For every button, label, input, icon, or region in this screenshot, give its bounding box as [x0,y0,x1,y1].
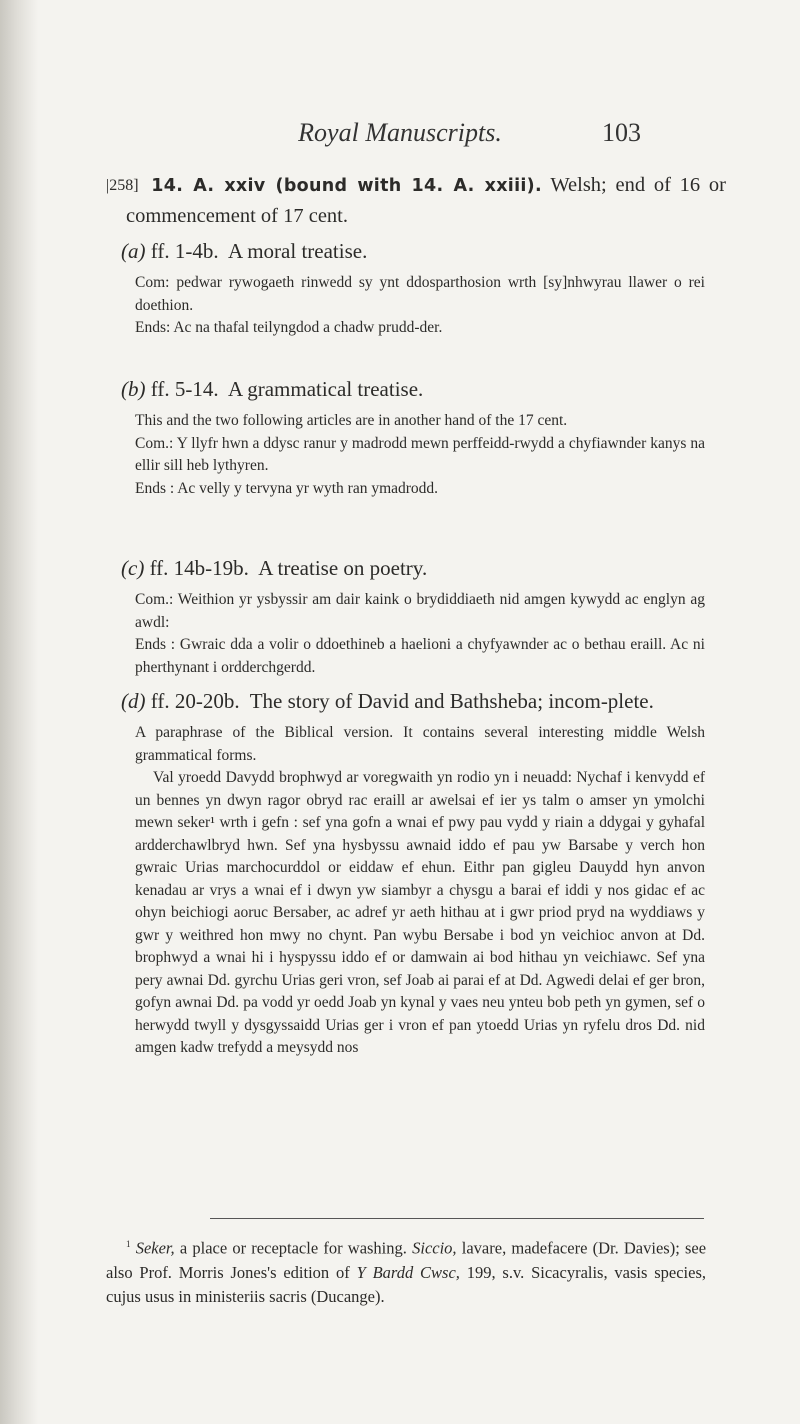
section-d-folios: ff. 20-20b. [150,689,240,713]
section-b [121,374,705,500]
section-c-folios: ff. 14b-19b. [149,556,249,580]
footnote-rule [210,1218,704,1219]
section-b-label: (b) [121,377,146,401]
footnote-term: Seker, [135,1238,175,1258]
footnote-book: Y Bardd Cwsc, [356,1262,460,1282]
running-title: Royal Manuscripts. [298,118,502,147]
section-b-line-3: Ends : Ac velly y tervyna yr wyth ran ymadrodd. [135,479,439,497]
entry-number: |258] [106,177,139,194]
section-d-line-1: A paraphrase of the Biblical version. It contains several interesting middle Welsh grammatical forms. [135,724,705,764]
section-a-label: (a) [121,239,146,263]
section-d-welsh-text: Val yroedd Davydd brophwyd ar voregwaith yn rodio yn i neuadd: Nychaf i kenvydd ef un bennes yn dwyn ragor obryd rac eraill ar awelsai ef ier ys talm o amser yn ymolchi mewn seker¹ wrth i gefn : sef yna gofn a wnai ef pwy pau vydd y riain a ddygai y gyhafal ardderchawlbryd hwn. Sef yna hysbyssu awnaid iddo ef pau yw Barsabe y verch hon gwraic Urias marchocurddol or eiddaw ef ehun. Eithr pan gigleu Dauydd hyn anvon kenadau ar vrys a wnai ef i dwyn yw siambyr a chysgu a barai ef iddi y nos gidac ef ac ohyn beichiogi aoruc Bersaber, ac adref yr aeth hithau at i gwr priod pryd na wyddiaws y gwr y weithred hon mwy no chynt. Pan wybu Bersabe i bod yn veichioc anvon at Dd. brophwyd a wnai hi i hyspyssu iddo ef or damwain ai bod hithau yn veichiawc. Sef yna pery awnai Dd. gyrchu Urias geri vron, sef Joab ai parai ef at Dd. Agwedi delai ef ger bron, gofyn awnai Dd. pa vodd yr oedd Joab yn kynal y vaes neu ynteu bob peth yn gymen, sef o herwydd twyll y dysgyssaidd Urias ger i vron ef pan ytoedd Urias yn ryfelu dros Dd. nid amgen kadw trefydd a meysydd nos [135,769,705,1056]
section-b-folios: ff. 5-14. [150,377,219,401]
section-b-line-2: Com.: Y llyfr hwn a ddysc ranur y madrodd mewn perffeidd-rwydd a chyfiawnder kanys na ellir sill heb lythyren. [135,434,705,474]
footnote-latin: Siccio, [412,1238,457,1258]
section-c-line-1: Com.: Weithion yr ysbyssir am dair kaink o brydiddiaeth nid amgen kywydd ac englyn ag awdl: [135,591,705,631]
section-a-heading [121,236,705,266]
section-a-line-1: Com: pedwar rywogaeth rinwedd sy ynt ddosparthosion wrth [sy]nhwyrau llawer o rei doethion. [135,274,705,314]
section-c [121,553,705,679]
section-c-line-2: Ends : Gwraic dda a volir o ddoethineb a haelioni a chyfyawnder ac o bethau eraill. Ac ni pherthynant i ordderchgerdd. [135,636,705,676]
section-b-title: A grammatical treatise. [227,377,424,401]
section-d-heading [121,686,705,716]
page-number: 103 [602,118,641,147]
entry-description: Welsh; end of 16 or commencement of 17 cent. [126,174,726,227]
section-a-folios: ff. 1-4b. [150,239,219,263]
entry-number-value: 258 [109,177,134,194]
footnote [106,1232,706,1309]
section-c-label: (c) [121,556,145,580]
section-b-line-1: This and the two following articles are in another hand of the 17 cent. [135,412,568,429]
footnote-text-1: a place or receptacle for washing. [179,1238,407,1258]
footnote-text-3: 199, s.v. Sicacyralis, vasis species, cujus usus in ministeriis sacris (Ducange). [106,1262,707,1306]
section-c-title: A treatise on poetry. [258,556,428,580]
section-a-line-2: Ends: Ac na thafal teilyngdod a chadw prudd-der. [135,319,443,336]
section-b-heading [121,374,705,404]
section-d [121,686,705,1060]
entry-heading [106,170,726,231]
section-d-label: (d) [121,689,146,713]
footnote-text-2: lavare, madefacere (Dr. Davies); see also Prof. Morris Jones's edition of [106,1238,707,1282]
footnote-marker: 1 [126,1239,131,1249]
section-a [121,236,705,340]
shelfmark: 14. A. xxiv (bound with 14. A. xxiii). [151,176,542,196]
section-c-heading [121,553,705,583]
section-a-title: A moral treatise. [227,239,368,263]
section-d-title: The story of David and Bathsheba; incom-plete. [249,689,654,713]
